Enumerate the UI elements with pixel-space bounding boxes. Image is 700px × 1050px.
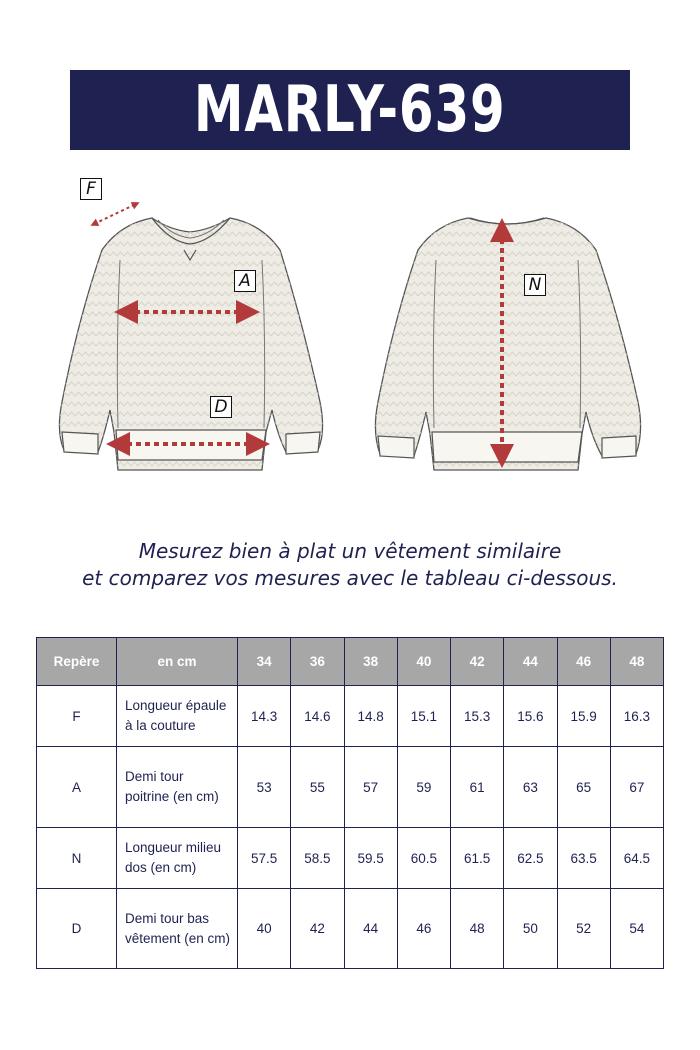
back-sweater <box>375 218 640 470</box>
header-size: 46 <box>557 638 610 686</box>
table-cell: 61.5 <box>451 828 504 889</box>
table-cell: 40 <box>238 889 291 969</box>
table-cell: 63.5 <box>557 828 610 889</box>
table-cell: 55 <box>291 747 344 828</box>
row-mark: D <box>37 889 117 969</box>
table-cell: 42 <box>291 889 344 969</box>
row-mark: A <box>37 747 117 828</box>
table-header-row <box>37 638 664 686</box>
front-sweater <box>59 218 322 470</box>
header-size: 34 <box>238 638 291 686</box>
table-cell: 48 <box>451 889 504 969</box>
table-cell: 15.9 <box>557 686 610 747</box>
table-cell: 59.5 <box>344 828 397 889</box>
table-cell: 46 <box>397 889 450 969</box>
table-cell: 57.5 <box>238 828 291 889</box>
header-size: 44 <box>504 638 557 686</box>
garment-illustration <box>40 170 660 510</box>
table-cell: 14.8 <box>344 686 397 747</box>
table-cell: 63 <box>504 747 557 828</box>
table-cell: 64.5 <box>610 828 663 889</box>
table-cell: 14.6 <box>291 686 344 747</box>
table-cell: 67 <box>610 747 663 828</box>
table-cell: 59 <box>397 747 450 828</box>
table-cell: 16.3 <box>610 686 663 747</box>
table-row <box>37 889 664 969</box>
table-cell: 62.5 <box>504 828 557 889</box>
table-cell: 15.3 <box>451 686 504 747</box>
table-row <box>37 686 664 747</box>
header-size: 42 <box>451 638 504 686</box>
header-repere: Repère <box>37 638 117 686</box>
table-cell: 54 <box>610 889 663 969</box>
table-cell: 57 <box>344 747 397 828</box>
marker-f: F <box>80 178 102 200</box>
table-cell: 14.3 <box>238 686 291 747</box>
measuring-instructions <box>0 538 700 592</box>
table-cell: 15.1 <box>397 686 450 747</box>
sweater-drawings <box>40 170 660 510</box>
table-cell: 50 <box>504 889 557 969</box>
row-label: Demi tour bas vêtement (en cm) <box>117 889 238 969</box>
table-cell: 65 <box>557 747 610 828</box>
header-size: 40 <box>397 638 450 686</box>
table-cell: 58.5 <box>291 828 344 889</box>
table-cell: 52 <box>557 889 610 969</box>
marker-n: N <box>524 274 546 296</box>
table-cell: 61 <box>451 747 504 828</box>
marker-d: D <box>210 396 232 418</box>
product-title: MARLY-639 <box>194 73 506 147</box>
instruction-line-2: et comparez vos mesures avec le tableau ci-dessous. <box>82 566 618 590</box>
table-cell: 53 <box>238 747 291 828</box>
table-cell: 44 <box>344 889 397 969</box>
row-mark: N <box>37 828 117 889</box>
header-unit: en cm <box>117 638 238 686</box>
row-label: Demi tour poitrine (en cm) <box>117 747 238 828</box>
table-cell: 60.5 <box>397 828 450 889</box>
marker-a: A <box>234 270 256 292</box>
table-cell: 15.6 <box>504 686 557 747</box>
title-banner <box>70 70 630 150</box>
row-mark: F <box>37 686 117 747</box>
row-label: Longueur épaule à la couture <box>117 686 238 747</box>
header-size: 36 <box>291 638 344 686</box>
row-label: Longueur milieu dos (en cm) <box>117 828 238 889</box>
size-table <box>36 637 664 969</box>
arrow-f <box>94 204 136 224</box>
table-row <box>37 747 664 828</box>
instruction-line-1: Mesurez bien à plat un vêtement similaire <box>138 539 562 563</box>
header-size: 38 <box>344 638 397 686</box>
table-row <box>37 828 664 889</box>
header-size: 48 <box>610 638 663 686</box>
